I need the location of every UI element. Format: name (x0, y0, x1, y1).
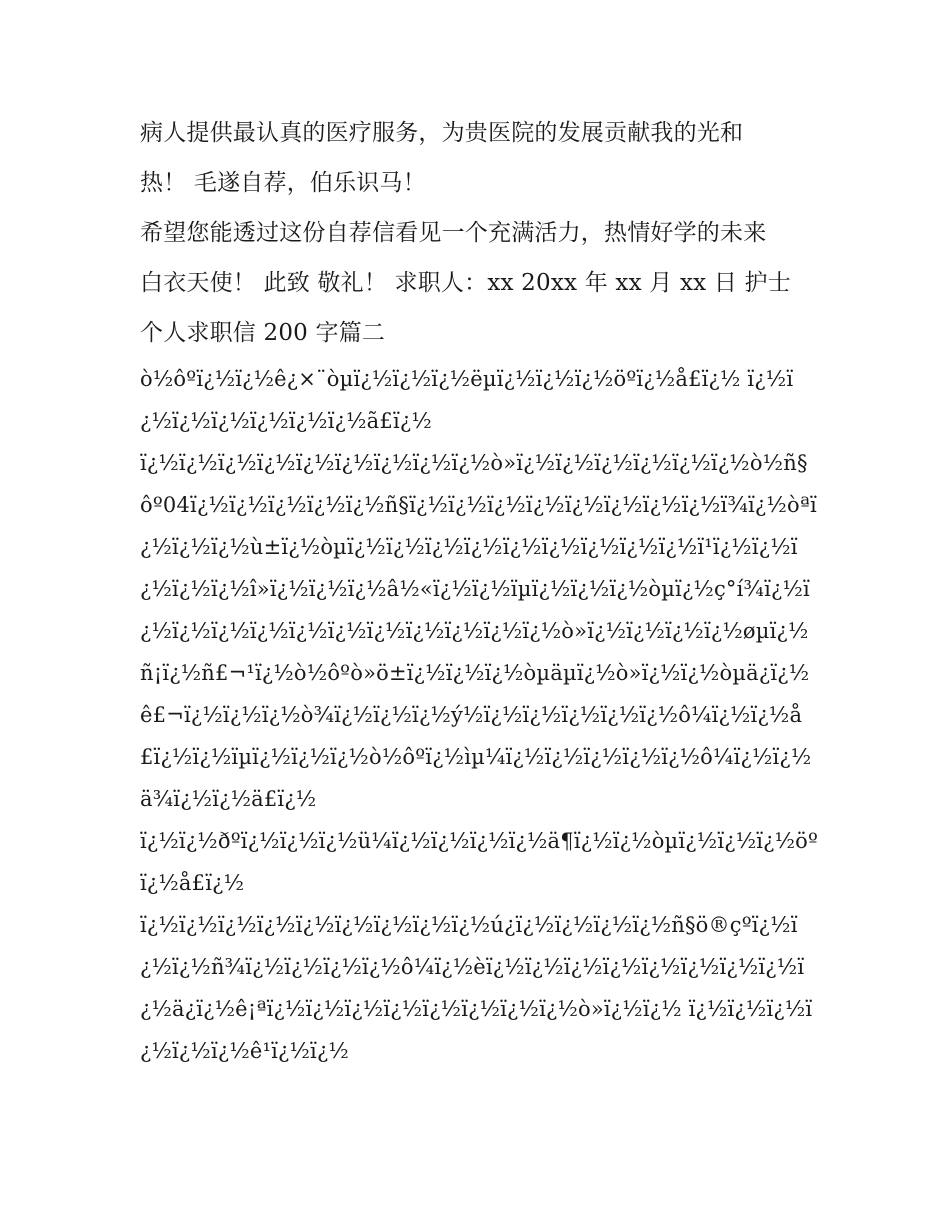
garbled-paragraph-1: ò½ôºï¿½ï¿½ê¿×¨òµï¿½ï¿½ï¿½ëµï¿½ï¿½ï¿½öºï¿½å£ï¿½ ï¿½ï¿½ï¿½ï¿½ï¿½ï¿½ï¿½ã£ï¿½ (140, 367, 794, 433)
garbled-paragraph-3: ï¿½ï¿½ðºï¿½ï¿½ï¿½ü¼ï¿½ï¿½ï¿½ï¿½ä¶ï¿½ï¿½òµï¿½ï¿½ï¿½öºï¿½å£ï¿½ (140, 829, 819, 895)
text-line-3: 希望您能透过这份自荐信看见一个充满活力，热情好学的未来 (140, 220, 767, 246)
garbled-paragraph-4: ï¿½ï¿½ï¿½ï¿½ï¿½ï¿½ï¿½ï¿½ï¿½ú¿ï¿½ï¿½ï¿½ï¿½ñ§ö®çºï¿½ï¿½ï¿½ñ¾ï¿½ï¿½ï¿½ï¿½ô¼ï¿½èï¿½ï¿½ï¿½ï¿½ï¿½ï¿½ï¿½ï¿½ï¿½ä¿ï¿½ê¡ªï¿½ï¿½ï¿½ï¿½ï¿½ï¿½ï¿½ï¿½ò»ï¿½ï¿½ ï¿½ï¿½ï¿½ï¿½ï¿½ï¿½ê¹ï¿½ï¿½ (140, 913, 813, 1063)
text-line-2: 热！ 毛遂自荐，伯乐识马！ (140, 170, 426, 196)
section-heading: 个人求职信 200 字篇二 (140, 320, 386, 346)
text-line-4: 白衣天使！ 此致 敬礼！ 求职人：xx 20xx 年 xx 月 xx 日 护士 (140, 270, 791, 296)
text-line-1: 病人提供最认真的医疗服务，为贵医院的发展贡献我的光和 (140, 120, 744, 146)
document-body (140, 108, 820, 1072)
garbled-paragraph-2: ï¿½ï¿½ï¿½ï¿½ï¿½ï¿½ï¿½ï¿½ï¿½ò»ï¿½ï¿½ï¿½ï¿½ï¿½ï¿½ò½ñ§ôº04ï¿½ï¿½ï¿½ï¿½ï¿½ñ§ï¿½ï¿½ï¿½ï¿½ï¿½ï¿½ï¿½ï¿½ï¾ï¿½òªï¿½ï¿½ï¿½ù±ï¿½òµï¿½ï¿½ï¿½ï¿½ï¿½ï¿½ï¿½ï¿½ï¿½ï¹ï¿½ï¿½ï¿½ï¿½ï¿½î»ï¿½ï¿½ï¿½â½«ï¿½ï¿½ïµï¿½ï¿½ï¿½òµï¿½ç°í¾ï¿½ï¿½ï¿½ï¿½ï¿½ï¿½ï¿½ï¿½ï¿½ï¿½ï¿½ï¿½ò»ï¿½ï¿½ï¿½ï¿½øµï¿½ñ¡ï¿½ñ£¬¹ï¿½ò½ôºò»ö±ï¿½ï¿½ï¿½òµäµï¿½ò»ï¿½ï¿½òµä¿ï¿½ê£¬ï¿½ï¿½ï¿½ò¾ï¿½ï¿½ï¿½ý½ï¿½ï¿½ï¿½ï¿½ï¿½ô¼ï¿½ï¿½å£ï¿½ï¿½ïµï¿½ï¿½ï¿½ò½ôºï¿½ìµ¼ï¿½ï¿½ï¿½ï¿½ï¿½ô¼ï¿½ï¿½ä¾ï¿½ï¿½ä£ï¿½ (140, 451, 817, 811)
